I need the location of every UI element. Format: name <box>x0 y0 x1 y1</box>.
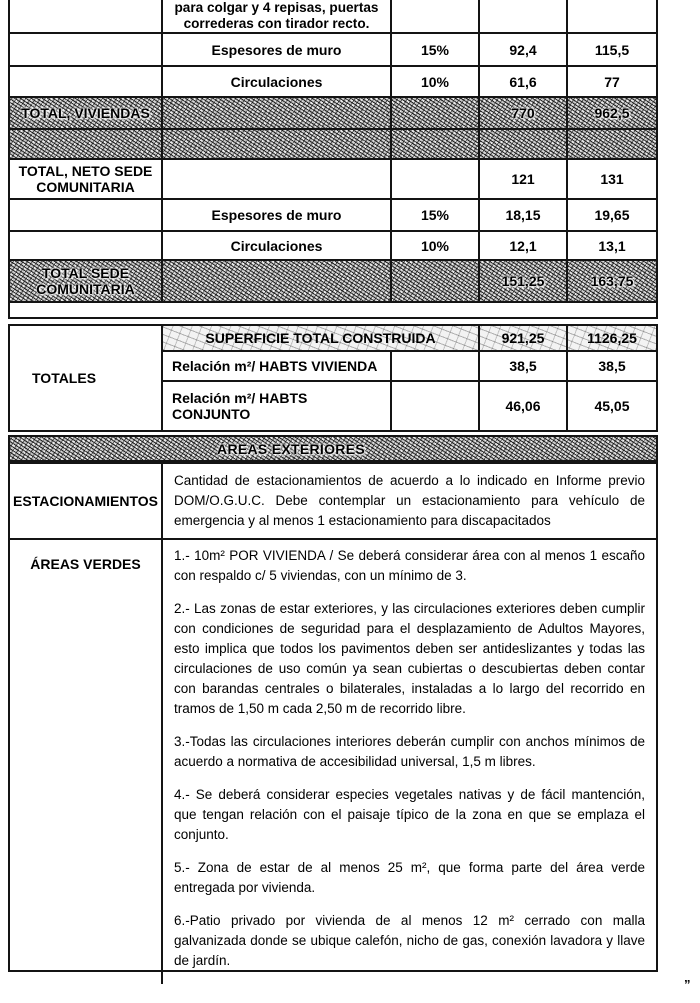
value-cell: 45,05 <box>594 398 630 414</box>
desc-cell: Espesores de muro <box>163 34 392 65</box>
value-cell: 12,1 <box>480 232 568 259</box>
estacionamientos-paragraph: Cantidad de estacionamientos de acuerdo a lo indicado en Informe previo DOM/O.G.U.C. Debe contemplar un estacionamiento para vehículo de emergencia y al menos 1 estacionamiento para discapacitados <box>174 473 645 528</box>
empty-cell <box>10 232 163 259</box>
areas-verdes-item: 5.- Zona de estar de al menos 25 m², que forma parte del área verde entregada por vivienda. <box>174 860 645 895</box>
value-cell: 1126,25 <box>587 330 637 346</box>
empty-cell <box>480 130 568 158</box>
value-cell: 77 <box>604 73 620 90</box>
empty-cell <box>392 98 480 128</box>
relacion-vivienda-row <box>163 352 656 382</box>
value-cell: 38,5 <box>480 352 568 380</box>
estacionamientos-label-cell: ESTACIONAMIENTOS <box>10 464 163 540</box>
areas-verdes-item: 2.- Las zonas de estar exteriores, y las circulaciones exteriores deben cumplir con condiciones de seguridad para el desplazamiento de Adultos Mayores, esto implica que todos los pavimentos deben ser antideslizantes y todas las circulaciones de uso común ya sean cubiertas o descubiertas deben contar con barandas centrales o bilaterales, instaladas a lo largo del recorrido en tramos de 1,50 m cada 2,50 m de recorrido libre. <box>174 601 645 716</box>
superficies-table <box>8 0 658 319</box>
superficie-header-cell: SUPERFICIE TOTAL CONSTRUIDA <box>163 326 480 350</box>
total-neto-sede-row <box>10 160 656 200</box>
desc-cell: Circulaciones <box>163 232 392 259</box>
empty-cell <box>10 303 656 317</box>
empty-cell <box>10 200 163 230</box>
thin-empty-row <box>10 303 656 317</box>
page-quote-mark: ” <box>684 977 691 992</box>
empty-cell <box>10 67 163 96</box>
areas-exteriores-banner: ÁREAS EXTERIORES <box>8 435 658 462</box>
empty-cell <box>163 98 392 128</box>
value-cell: 115,5 <box>594 41 630 58</box>
empty-cell <box>10 0 163 32</box>
empty-cell <box>392 382 480 430</box>
empty-cell <box>568 130 656 158</box>
areas-verdes-text-cell <box>163 540 656 984</box>
table-row <box>10 67 656 98</box>
empty-cell <box>392 130 480 158</box>
empty-cell <box>392 261 480 301</box>
total-viviendas-row <box>10 98 656 130</box>
value-cell: 131 <box>600 171 624 187</box>
value-cell: 13,1 <box>598 237 626 254</box>
pct-cell: 10% <box>392 232 480 259</box>
areas-verdes-item: 6.-Patio privado por vivienda de al menos 12 m² cerrado con malla galvanizada donde se ubique calefón, nicho de gas, conexión lavadora y llave de jardín. <box>174 913 645 968</box>
value-cell: 38,5 <box>598 358 626 374</box>
totales-table <box>8 324 658 432</box>
value-cell: 18,15 <box>480 200 568 230</box>
pct-cell: 10% <box>392 67 480 96</box>
shaded-spacer-row <box>10 130 656 160</box>
areas-verdes-item: 1.- 10m² POR VIVIENDA / Se deberá considerar área con al menos 1 escaño con respaldo c/ 5 viviendas, con un mínimo de 3. <box>174 548 645 583</box>
value-cell: 121 <box>480 160 568 198</box>
pct-cell: 15% <box>392 34 480 65</box>
empty-cell <box>392 352 480 380</box>
areas-verdes-item: 4.- Se deberá considerar especies vegetales nativas y de fácil mantención, que tengan relación con el paisaje típico de la zona en que se emplaza el conjunto. <box>174 787 645 842</box>
table-row <box>10 34 656 67</box>
empty-cell <box>163 261 392 301</box>
desc-cell: Circulaciones <box>163 67 392 96</box>
total-label-cell: TOTAL SEDE COMUNITARIA <box>10 261 163 301</box>
total-label-cell: TOTAL, VIVIENDAS <box>10 98 163 128</box>
superficie-total-row <box>163 326 656 352</box>
value-cell: 61,6 <box>480 67 568 96</box>
desc-cell: Relación m²/ HABTS CONJUNTO <box>163 382 392 430</box>
empty-cell <box>163 160 392 198</box>
totales-rows <box>163 326 656 430</box>
total-value-cell: 151,25 <box>480 261 568 301</box>
empty-cell <box>480 0 568 32</box>
relacion-conjunto-row <box>163 382 656 430</box>
totales-label-cell: TOTALES <box>10 326 163 430</box>
continuation-text-cell: para colgar y 4 repisas, puertas correderas con tirador recto. <box>163 0 392 32</box>
total-value-cell: 163,75 <box>590 273 634 289</box>
value-cell: 46,06 <box>480 382 568 430</box>
areas-verdes-item: 3.-Todas las circulaciones interiores deberán cumplir con anchos mínimos de acuerdo a normativa de accesibilidad universal, 1,5 m libres. <box>174 734 645 769</box>
empty-cell <box>163 130 392 158</box>
table-row <box>10 0 656 34</box>
total-value-cell: 770 <box>480 98 568 128</box>
empty-cell <box>10 130 163 158</box>
value-cell: 92,4 <box>480 34 568 65</box>
value-cell: 19,65 <box>594 207 630 223</box>
total-label-cell: TOTAL, NETO SEDE COMUNITARIA <box>10 160 163 198</box>
total-value-cell: 962,5 <box>594 105 630 121</box>
table-row <box>10 200 656 232</box>
estacionamientos-text-cell <box>163 464 656 540</box>
empty-cell <box>392 160 480 198</box>
empty-cell <box>392 0 480 32</box>
pct-cell: 15% <box>392 200 480 230</box>
areas-verdes-label-cell: ÁREAS VERDES <box>10 540 163 984</box>
value-cell: 921,25 <box>480 326 568 350</box>
table-row <box>10 232 656 261</box>
empty-cell <box>568 0 656 32</box>
desc-cell: Espesores de muro <box>163 200 392 230</box>
total-sede-row <box>10 261 656 303</box>
areas-exteriores-table <box>8 462 658 972</box>
empty-cell <box>10 34 163 65</box>
desc-cell: Relación m²/ HABTS VIVIENDA <box>163 352 392 380</box>
